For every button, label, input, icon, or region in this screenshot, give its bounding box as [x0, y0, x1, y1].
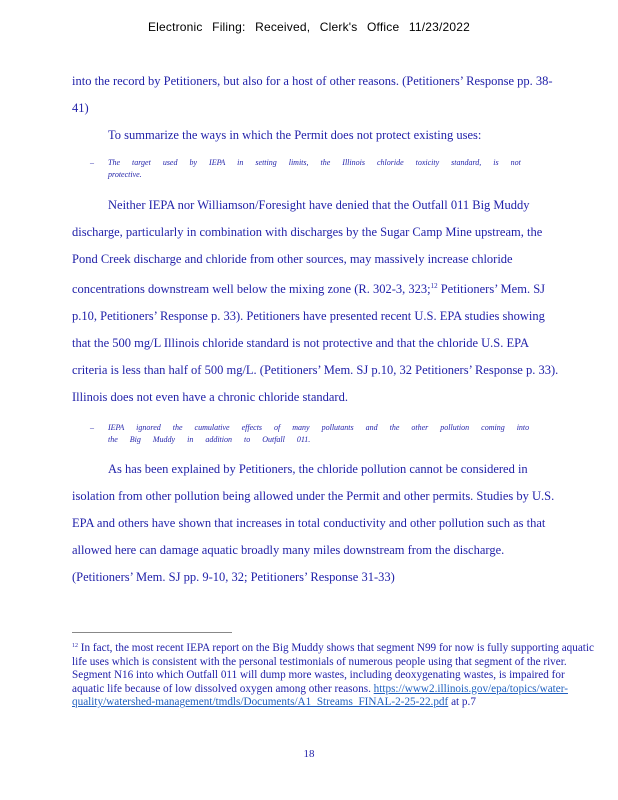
bullet-text: IEPA ignored the cumulative effects of many pollutants and the other pollution coming into the Big Muddy in addition to Outfall 011. — [108, 423, 530, 444]
page-number: 18 — [303, 748, 315, 760]
bullet-item-cumulative-effects — [92, 422, 532, 446]
bullet-dash-icon: – — [90, 158, 94, 167]
paragraph-text-part-2: Petitioners’ Mem. SJ p.10, Petitioners’ Response p. 33). Petitioners have presented recent U.S. EPA studies showing that the 500 mg/L Illinois chloride standard is not protective and that the chloride U.S. EPA criteria is less than half of 500 mg/L. (Petitioners’ Mem. SJ p.10, 32 Petitioners’ Response p. 33). Illinois does not even have a chronic chloride standard. — [72, 282, 559, 404]
paragraph-chloride-pollution: As has been explained by Petitioners, the chloride pollution cannot be considered in isolation from other pollution being allowed under the Permit and other permits. Studies by U.S. EPA and others have shown that increases in total conductivity and other pollution such as that allowed here can damage aquatic broadly many miles downstream from the discharge. (Petitioners’ Mem. SJ pp. 9-10, 32; Petitioners’ Response 31-33) — [72, 462, 555, 584]
footnote-reference[interactable]: 12 — [430, 282, 438, 290]
footnote-marker: 12 — [72, 643, 78, 649]
paragraph-chloride-discharge — [72, 192, 562, 411]
paragraph-continuation: into the record by Petitioners, but also for a host of other reasons. (Petitioners’ Response pp. 38-41) — [72, 74, 553, 115]
paragraph-summary-intro: To summarize the ways in which the Permit does not protect existing uses: — [108, 128, 482, 142]
footnote-text: In fact, the most recent IEPA report on the Big Muddy shows that segment N99 for now is fully supporting aquatic life uses which is consistent with the personal testimonials of numerous people using that segment of the river. Segment N16 into which Outfall 011 will dump more wastes, including deoxygenating wastes, is impaired for aquatic life because of low dissolved oxygen among other reasons. — [72, 642, 594, 695]
bullet-dash-icon: – — [90, 423, 94, 432]
bullet-text: The target used by IEPA in setting limits, the Illinois chloride toxicity standard, is not protective. — [108, 158, 521, 179]
footnote-divider — [72, 632, 232, 633]
paragraph-text-part-1: Neither IEPA nor Williamson/Foresight have denied that the Outfall 011 Big Muddy discharge, particularly in combination with discharges by the Sugar Camp Mine upstream, the Pond Creek discharge and chloride from other sources, may massively increase chloride concentrations downstream well below the mixing zone (R. 302-3, 323; — [72, 198, 543, 296]
footnote-12 — [72, 640, 594, 710]
footnote-link[interactable]: https://www2.illinois.gov/epa/topics/water-quality/watershed-management/tmdls/Documents/A1_Streams_FINAL-2-25-22.pdf — [72, 682, 568, 708]
electronic-filing-header: Electronic Filing: Received, Clerk's Office 11/23/2022 — [147, 20, 471, 34]
footnote-suffix: at p.7 — [448, 696, 476, 708]
bullet-item-chloride-standard — [92, 157, 532, 181]
